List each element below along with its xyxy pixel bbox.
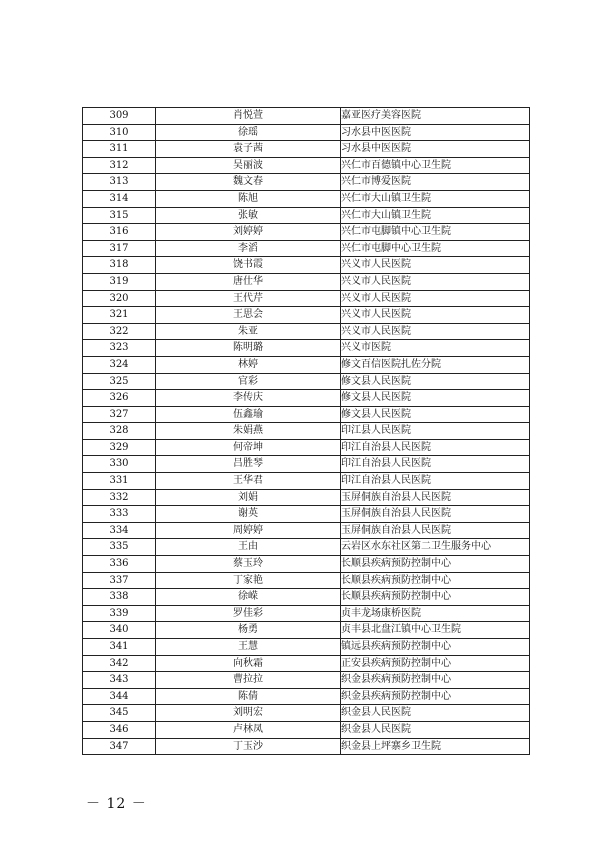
table-row: [83, 108, 530, 125]
institution-cell: 兴仁市大山镇卫生院: [341, 190, 530, 207]
table-row: [83, 273, 530, 290]
table-row: [83, 738, 530, 755]
table-row: [83, 473, 530, 490]
institution-cell: 兴义市医院: [341, 340, 530, 357]
institution-cell: 贞丰龙场康桥医院: [341, 605, 530, 622]
person-name-cell: 吴丽波: [156, 157, 341, 174]
institution-cell: 长顺县疾病预防控制中心: [341, 556, 530, 573]
row-number-cell: 329: [83, 439, 156, 456]
person-name-cell: 丁玉沙: [156, 738, 341, 755]
row-number-cell: 311: [83, 141, 156, 158]
institution-cell: 长顺县疾病预防控制中心: [341, 572, 530, 589]
row-number-cell: 343: [83, 672, 156, 689]
institution-cell: 印江自治县人民医院: [341, 439, 530, 456]
person-name-cell: 王代芹: [156, 290, 341, 307]
institution-cell: 修文百信医院扎佐分院: [341, 356, 530, 373]
person-name-cell: 饶书霞: [156, 257, 341, 274]
table-row: [83, 456, 530, 473]
person-name-cell: 袁子茜: [156, 141, 341, 158]
person-name-cell: 王思会: [156, 307, 341, 324]
institution-cell: 玉屏侗族自治县人民医院: [341, 489, 530, 506]
institution-cell: 兴义市人民医院: [341, 323, 530, 340]
institution-cell: 兴义市人民医院: [341, 290, 530, 307]
person-name-cell: 朱亚: [156, 323, 341, 340]
page-number: － 12 －: [86, 796, 147, 812]
person-name-cell: 官彩: [156, 373, 341, 390]
person-name-cell: 肖悦萱: [156, 108, 341, 125]
person-name-cell: 唐仕华: [156, 273, 341, 290]
row-number-cell: 346: [83, 721, 156, 738]
table-row: [83, 356, 530, 373]
institution-cell: 玉屏侗族自治县人民医院: [341, 506, 530, 523]
institution-cell: 习水县中医医院: [341, 141, 530, 158]
row-number-cell: 334: [83, 522, 156, 539]
row-number-cell: 318: [83, 257, 156, 274]
row-number-cell: 316: [83, 224, 156, 241]
row-number-cell: 347: [83, 738, 156, 755]
table-row: [83, 124, 530, 141]
institution-cell: 嘉亚医疗美容医院: [341, 108, 530, 125]
row-number-cell: 314: [83, 190, 156, 207]
table-row: [83, 141, 530, 158]
table-row: [83, 390, 530, 407]
person-name-cell: 王由: [156, 539, 341, 556]
table-row: [83, 672, 530, 689]
row-number-cell: 312: [83, 157, 156, 174]
institution-cell: 印江自治县人民医院: [341, 473, 530, 490]
table-row: [83, 705, 530, 722]
row-number-cell: 317: [83, 240, 156, 257]
institution-cell: 织金县疾病预防控制中心: [341, 672, 530, 689]
roster-table-body: [83, 108, 530, 755]
table-row: [83, 190, 530, 207]
row-number-cell: 310: [83, 124, 156, 141]
table-row: [83, 406, 530, 423]
person-name-cell: 向秋霜: [156, 655, 341, 672]
institution-cell: 兴仁市博爱医院: [341, 174, 530, 191]
institution-cell: 织金县人民医院: [341, 721, 530, 738]
institution-cell: 兴义市人民医院: [341, 257, 530, 274]
person-name-cell: 罗佳彩: [156, 605, 341, 622]
person-name-cell: 谢英: [156, 506, 341, 523]
institution-cell: 兴仁市屯脚镇中心卫生院: [341, 224, 530, 241]
row-number-cell: 340: [83, 622, 156, 639]
row-number-cell: 325: [83, 373, 156, 390]
table-row: [83, 572, 530, 589]
person-name-cell: 蔡玉玲: [156, 556, 341, 573]
table-row: [83, 257, 530, 274]
row-number-cell: 323: [83, 340, 156, 357]
table-row: [83, 340, 530, 357]
table-row: [83, 290, 530, 307]
table-row: [83, 207, 530, 224]
table-row: [83, 240, 530, 257]
roster-table: [82, 107, 530, 755]
person-name-cell: 何帝坤: [156, 439, 341, 456]
row-number-cell: 328: [83, 423, 156, 440]
table-row: [83, 489, 530, 506]
table-row: [83, 688, 530, 705]
row-number-cell: 313: [83, 174, 156, 191]
row-number-cell: 344: [83, 688, 156, 705]
institution-cell: 织金县上坪寨乡卫生院: [341, 738, 530, 755]
person-name-cell: 陈明璐: [156, 340, 341, 357]
institution-cell: 兴义市人民医院: [341, 273, 530, 290]
person-name-cell: 卢林凤: [156, 721, 341, 738]
table-row: [83, 589, 530, 606]
row-number-cell: 321: [83, 307, 156, 324]
person-name-cell: 张敏: [156, 207, 341, 224]
row-number-cell: 335: [83, 539, 156, 556]
row-number-cell: 342: [83, 655, 156, 672]
table-row: [83, 522, 530, 539]
table-row: [83, 307, 530, 324]
person-name-cell: 刘娟: [156, 489, 341, 506]
institution-cell: 修文县人民医院: [341, 406, 530, 423]
row-number-cell: 337: [83, 572, 156, 589]
table-row: [83, 556, 530, 573]
person-name-cell: 李滔: [156, 240, 341, 257]
institution-cell: 贞丰县北盘江镇中心卫生院: [341, 622, 530, 639]
institution-cell: 印江县人民医院: [341, 423, 530, 440]
table-row: [83, 506, 530, 523]
person-name-cell: 刘婷婷: [156, 224, 341, 241]
row-number-cell: 332: [83, 489, 156, 506]
institution-cell: 织金县人民医院: [341, 705, 530, 722]
person-name-cell: 徐嵘: [156, 589, 341, 606]
person-name-cell: 伍鑫瑜: [156, 406, 341, 423]
row-number-cell: 320: [83, 290, 156, 307]
person-name-cell: 王华君: [156, 473, 341, 490]
row-number-cell: 315: [83, 207, 156, 224]
institution-cell: 修文县人民医院: [341, 390, 530, 407]
person-name-cell: 丁家艳: [156, 572, 341, 589]
person-name-cell: 吕胜琴: [156, 456, 341, 473]
person-name-cell: 林婷: [156, 356, 341, 373]
institution-cell: 正安县疾病预防控制中心: [341, 655, 530, 672]
table-row: [83, 639, 530, 656]
row-number-cell: 341: [83, 639, 156, 656]
row-number-cell: 345: [83, 705, 156, 722]
row-number-cell: 336: [83, 556, 156, 573]
person-name-cell: 魏文春: [156, 174, 341, 191]
table-row: [83, 439, 530, 456]
institution-cell: 兴仁市百德镇中心卫生院: [341, 157, 530, 174]
row-number-cell: 309: [83, 108, 156, 125]
table-row: [83, 174, 530, 191]
table-row: [83, 605, 530, 622]
row-number-cell: 333: [83, 506, 156, 523]
row-number-cell: 319: [83, 273, 156, 290]
table-row: [83, 224, 530, 241]
institution-cell: 玉屏侗族自治县人民医院: [341, 522, 530, 539]
person-name-cell: 李传庆: [156, 390, 341, 407]
table-row: [83, 721, 530, 738]
institution-cell: 长顺县疾病预防控制中心: [341, 589, 530, 606]
table-row: [83, 157, 530, 174]
institution-cell: 兴义市人民医院: [341, 307, 530, 324]
row-number-cell: 330: [83, 456, 156, 473]
table-row: [83, 373, 530, 390]
person-name-cell: 王慧: [156, 639, 341, 656]
table-row: [83, 655, 530, 672]
row-number-cell: 327: [83, 406, 156, 423]
row-number-cell: 338: [83, 589, 156, 606]
row-number-cell: 326: [83, 390, 156, 407]
person-name-cell: 曹拉拉: [156, 672, 341, 689]
person-name-cell: 杨勇: [156, 622, 341, 639]
institution-cell: 云岩区水东社区第二卫生服务中心: [341, 539, 530, 556]
table-row: [83, 539, 530, 556]
row-number-cell: 339: [83, 605, 156, 622]
institution-cell: 兴仁市大山镇卫生院: [341, 207, 530, 224]
person-name-cell: 陈旭: [156, 190, 341, 207]
institution-cell: 修文县人民医院: [341, 373, 530, 390]
institution-cell: 兴仁市屯脚中心卫生院: [341, 240, 530, 257]
institution-cell: 镇远县疾病预防控制中心: [341, 639, 530, 656]
table-row: [83, 423, 530, 440]
institution-cell: 印江自治县人民医院: [341, 456, 530, 473]
table-row: [83, 622, 530, 639]
row-number-cell: 331: [83, 473, 156, 490]
person-name-cell: 陈倩: [156, 688, 341, 705]
table-row: [83, 323, 530, 340]
row-number-cell: 322: [83, 323, 156, 340]
person-name-cell: 刘明宏: [156, 705, 341, 722]
person-name-cell: 朱娟燕: [156, 423, 341, 440]
person-name-cell: 周婷婷: [156, 522, 341, 539]
row-number-cell: 324: [83, 356, 156, 373]
institution-cell: 织金县疾病预防控制中心: [341, 688, 530, 705]
institution-cell: 习水县中医医院: [341, 124, 530, 141]
person-name-cell: 徐瑶: [156, 124, 341, 141]
